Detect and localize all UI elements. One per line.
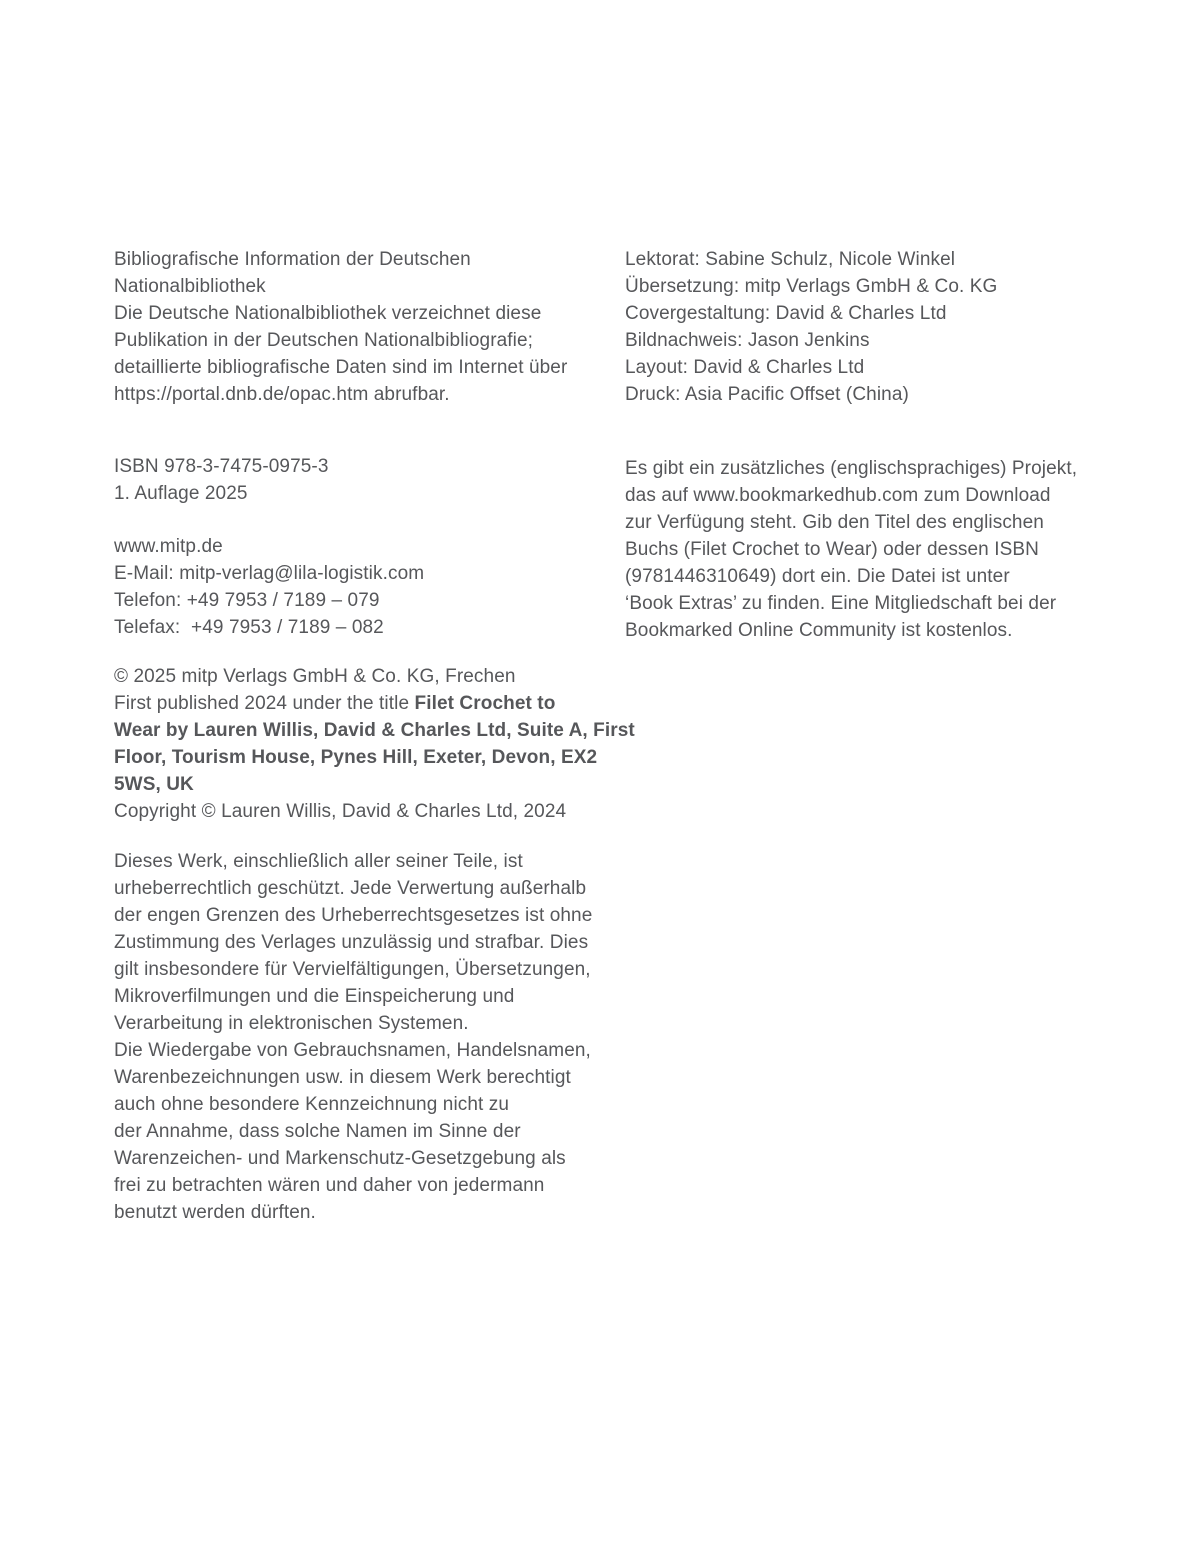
book-extras-line: ‘Book Extras’ zu finden. Eine Mitgliedschaft bei der — [625, 593, 1057, 614]
right-column — [625, 246, 1078, 644]
left-column — [114, 246, 635, 1226]
bibliographic-note-line: Publikation in der Deutschen Nationalbibliografie; — [114, 330, 534, 351]
rights-paragraph-line: gilt insbesondere für Vervielfältigungen, Übersetzungen, — [114, 959, 591, 980]
bibliographic-note-line: Die Deutsche Nationalbibliothek verzeichnet diese — [114, 303, 542, 324]
book-extras-line: Es gibt ein zusätzliches (englischsprachiges) Projekt, — [625, 458, 1078, 479]
rights-paragraph — [114, 848, 594, 1226]
publisher-phone: Telefon: +49 7953 / 7189 – 079 — [114, 590, 380, 611]
book-extras-line: Buchs (Filet Crochet to Wear) oder dessen ISBN — [625, 539, 1039, 560]
rights-paragraph-line: Verarbeitung in elektronischen Systemen. — [114, 1013, 469, 1034]
rights-paragraph-line: der engen Grenzen des Urheberrechtsgesetzes ist ohne — [114, 905, 593, 926]
credit-bildnachweis: Bildnachweis: Jason Jenkins — [625, 330, 870, 351]
rights-paragraph-line: Zustimmung des Verlages unzulässig und strafbar. Dies — [114, 932, 589, 953]
book-extras-line: (9781446310649) dort ein. Die Datei ist unter — [625, 566, 1010, 587]
rights-paragraph-line: Die Wiedergabe von Gebrauchsnamen, Handelsnamen, — [114, 1040, 591, 1061]
rights-paragraph-line: benutzt werden dürften. — [114, 1202, 316, 1223]
credit-uebersetzung: Übersetzung: mitp Verlags GmbH & Co. KG — [625, 276, 998, 297]
publisher-fax: Telefax: +49 7953 / 7189 – 082 — [114, 617, 384, 638]
credit-druck: Druck: Asia Pacific Offset (China) — [625, 384, 909, 405]
credit-covergestaltung: Covergestaltung: David & Charles Ltd — [625, 303, 947, 324]
dnb-portal-url: https://portal.dnb.de/opac.htm abrufbar. — [114, 384, 450, 405]
rights-paragraph-line: Warenbezeichnungen usw. in diesem Werk berechtigt — [114, 1067, 571, 1088]
rights-paragraph-line: Dieses Werk, einschließlich aller seiner Teile, ist — [114, 851, 523, 872]
copyright-notice: © 2025 mitp Verlags GmbH & Co. KG, Frechen — [114, 666, 516, 687]
original-title-intro: First published 2024 under the title — [114, 693, 415, 714]
bibliographic-note — [114, 246, 594, 408]
original-title-line: Floor, Tourism House, Pynes Hill, Exeter, Devon, EX2 — [114, 747, 598, 768]
book-extras-note — [625, 455, 1078, 644]
bibliographic-note-line: detaillierte bibliografische Daten sind im Internet über — [114, 357, 568, 378]
rights-paragraph-line: der Annahme, dass solche Namen im Sinne der — [114, 1121, 521, 1142]
original-title-text: Filet Crochet to — [414, 693, 556, 714]
original-title-line: Wear by Lauren Willis, David & Charles Ltd, Suite A, First — [114, 720, 635, 741]
credit-lektorat: Lektorat: Sabine Schulz, Nicole Winkel — [625, 249, 956, 270]
book-extras-line: das auf www.bookmarkedhub.com zum Download — [625, 485, 1051, 506]
credits-block — [625, 246, 1075, 408]
publisher-contact-block — [114, 533, 594, 641]
edition-info: 1. Auflage 2025 — [114, 483, 248, 504]
credit-layout: Layout: David & Charles Ltd — [625, 357, 865, 378]
rights-paragraph-line: Mikroverfilmungen und die Einspeicherung und — [114, 986, 515, 1007]
isbn-block — [114, 453, 594, 507]
isbn-number: ISBN 978-3-7475-0975-3 — [114, 456, 329, 477]
book-extras-line: zur Verfügung steht. Gib den Titel des englischen — [625, 512, 1044, 533]
bibliographic-note-line: Nationalbibliothek — [114, 276, 266, 297]
publisher-email: E-Mail: mitp-verlag@lila-logistik.com — [114, 563, 425, 584]
rights-paragraph-line: urheberrechtlich geschützt. Jede Verwertung außerhalb — [114, 878, 587, 899]
original-title-line — [114, 690, 594, 717]
original-copyright-notice: Copyright © Lauren Willis, David & Charles Ltd, 2024 — [114, 801, 567, 822]
publisher-website: www.mitp.de — [114, 536, 223, 557]
original-title-line: 5WS, UK — [114, 774, 194, 795]
rights-paragraph-line: frei zu betrachten wären und daher von jedermann — [114, 1175, 545, 1196]
rights-paragraph-line: auch ohne besondere Kennzeichnung nicht zu — [114, 1094, 510, 1115]
rights-paragraph-line: Warenzeichen- und Markenschutz-Gesetzgebung als — [114, 1148, 566, 1169]
bibliographic-note-line: Bibliografische Information der Deutschen — [114, 249, 471, 270]
copyright-block — [114, 663, 635, 825]
book-extras-line: Bookmarked Online Community ist kostenlos. — [625, 620, 1013, 641]
